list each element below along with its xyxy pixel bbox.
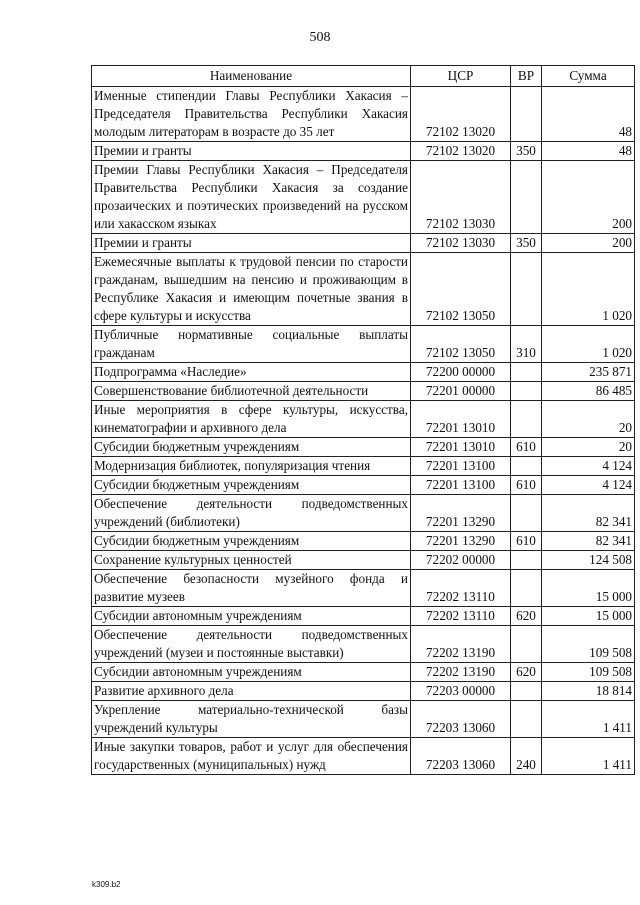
row-name: Укрепление материально-технической базы учреждений культуры	[92, 701, 411, 738]
table-row	[92, 87, 635, 142]
row-name: Субсидии бюджетным учреждениям	[92, 438, 411, 457]
row-vr: 610	[511, 532, 542, 551]
table-row	[92, 476, 635, 495]
row-vr	[511, 382, 542, 401]
row-vr	[511, 87, 542, 142]
table-row	[92, 626, 635, 663]
row-vr	[511, 401, 542, 438]
row-name: Развитие архивного дела	[92, 682, 411, 701]
row-vr: 610	[511, 438, 542, 457]
row-name: Иные закупки товаров, работ и услуг для обеспечения государственных (муниципальных) нужд	[92, 738, 411, 775]
row-name: Премии и гранты	[92, 142, 411, 161]
table-row	[92, 682, 635, 701]
row-sum: 109 508	[542, 626, 635, 663]
row-vr	[511, 253, 542, 326]
row-vr	[511, 682, 542, 701]
row-sum: 109 508	[542, 663, 635, 682]
table-row	[92, 363, 635, 382]
row-csr: 72203 13060	[411, 701, 511, 738]
row-csr: 72102 13020	[411, 87, 511, 142]
table-header-row	[92, 66, 635, 87]
row-vr	[511, 363, 542, 382]
footer-code: k309.b2	[92, 880, 121, 889]
row-vr: 240	[511, 738, 542, 775]
header-vr: ВР	[511, 66, 542, 87]
row-name: Модернизация библиотек, популяризация чтения	[92, 457, 411, 476]
row-sum: 1 411	[542, 701, 635, 738]
row-sum: 82 341	[542, 532, 635, 551]
row-vr: 610	[511, 476, 542, 495]
row-vr	[511, 570, 542, 607]
row-sum: 1 020	[542, 253, 635, 326]
row-sum: 200	[542, 234, 635, 253]
table-row	[92, 701, 635, 738]
row-sum: 18 814	[542, 682, 635, 701]
row-sum: 20	[542, 438, 635, 457]
row-sum: 235 871	[542, 363, 635, 382]
row-name: Подпрограмма «Наследие»	[92, 363, 411, 382]
table-row	[92, 401, 635, 438]
row-csr: 72102 13020	[411, 142, 511, 161]
row-csr: 72201 13010	[411, 401, 511, 438]
row-sum: 82 341	[542, 495, 635, 532]
row-csr: 72201 00000	[411, 382, 511, 401]
row-csr: 72201 13290	[411, 532, 511, 551]
row-csr: 72102 13050	[411, 253, 511, 326]
row-csr: 72203 00000	[411, 682, 511, 701]
row-name: Субсидии автономным учреждениям	[92, 663, 411, 682]
row-vr: 350	[511, 142, 542, 161]
row-sum: 1 411	[542, 738, 635, 775]
row-csr: 72102 13050	[411, 326, 511, 363]
row-name: Иные мероприятия в сфере культуры, искусства, кинематографии и архивного дела	[92, 401, 411, 438]
table-row	[92, 551, 635, 570]
row-vr: 620	[511, 663, 542, 682]
row-vr: 310	[511, 326, 542, 363]
row-sum: 48	[542, 142, 635, 161]
row-name: Именные стипендии Главы Республики Хакасия – Председателя Правительства Республики Хакасия молодым литераторам в возрасте до 35 лет	[92, 87, 411, 142]
table-row	[92, 438, 635, 457]
table-row	[92, 142, 635, 161]
row-vr	[511, 701, 542, 738]
row-name: Ежемесячные выплаты к трудовой пенсии по старости гражданам, вышедшим на пенсию и проживающим в Республике Хакасия и имеющим почетные звания в сфере культуры и искусства	[92, 253, 411, 326]
table-row	[92, 253, 635, 326]
table-row	[92, 457, 635, 476]
row-name: Обеспечение безопасности музейного фонда и развитие музеев	[92, 570, 411, 607]
row-sum: 15 000	[542, 570, 635, 607]
row-sum: 86 485	[542, 382, 635, 401]
row-vr	[511, 495, 542, 532]
row-csr: 72202 00000	[411, 551, 511, 570]
table-row	[92, 532, 635, 551]
row-csr: 72202 13190	[411, 663, 511, 682]
row-sum: 20	[542, 401, 635, 438]
table-row	[92, 495, 635, 532]
row-csr: 72202 13190	[411, 626, 511, 663]
page-number: 508	[309, 30, 331, 45]
table-row	[92, 663, 635, 682]
row-csr: 72202 13110	[411, 607, 511, 626]
header-name: Наименование	[92, 66, 411, 87]
row-vr: 620	[511, 607, 542, 626]
row-csr: 72201 13100	[411, 476, 511, 495]
row-vr	[511, 626, 542, 663]
row-csr: 72102 13030	[411, 234, 511, 253]
table-row	[92, 607, 635, 626]
row-csr: 72201 13010	[411, 438, 511, 457]
row-sum: 1 020	[542, 326, 635, 363]
row-name: Премии Главы Республики Хакасия – Председателя Правительства Республики Хакасия за создание прозаических и поэтических произведений на русском или хакасском языках	[92, 161, 411, 234]
row-vr	[511, 551, 542, 570]
row-name: Совершенствование библиотечной деятельности	[92, 382, 411, 401]
row-csr: 72202 13110	[411, 570, 511, 607]
row-vr	[511, 161, 542, 234]
row-name: Публичные нормативные социальные выплаты гражданам	[92, 326, 411, 363]
row-sum: 200	[542, 161, 635, 234]
row-sum: 15 000	[542, 607, 635, 626]
row-csr: 72200 00000	[411, 363, 511, 382]
row-csr: 72201 13290	[411, 495, 511, 532]
row-sum: 48	[542, 87, 635, 142]
row-name: Субсидии бюджетным учреждениям	[92, 532, 411, 551]
header-sum: Сумма	[542, 66, 635, 87]
table-row	[92, 570, 635, 607]
row-name: Субсидии бюджетным учреждениям	[92, 476, 411, 495]
row-vr	[511, 457, 542, 476]
row-name: Обеспечение деятельности подведомственных учреждений (музеи и постоянные выставки)	[92, 626, 411, 663]
row-name: Субсидии автономным учреждениям	[92, 607, 411, 626]
header-csr: ЦСР	[411, 66, 511, 87]
table-row	[92, 738, 635, 775]
row-csr: 72102 13030	[411, 161, 511, 234]
table-row	[92, 234, 635, 253]
row-sum: 124 508	[542, 551, 635, 570]
row-sum: 4 124	[542, 457, 635, 476]
row-name: Обеспечение деятельности подведомственных учреждений (библиотеки)	[92, 495, 411, 532]
table-row	[92, 161, 635, 234]
table-row	[92, 326, 635, 363]
row-vr: 350	[511, 234, 542, 253]
row-sum: 4 124	[542, 476, 635, 495]
budget-table	[91, 65, 635, 775]
row-csr: 72203 13060	[411, 738, 511, 775]
table-row	[92, 382, 635, 401]
row-name: Сохранение культурных ценностей	[92, 551, 411, 570]
row-name: Премии и гранты	[92, 234, 411, 253]
row-csr: 72201 13100	[411, 457, 511, 476]
